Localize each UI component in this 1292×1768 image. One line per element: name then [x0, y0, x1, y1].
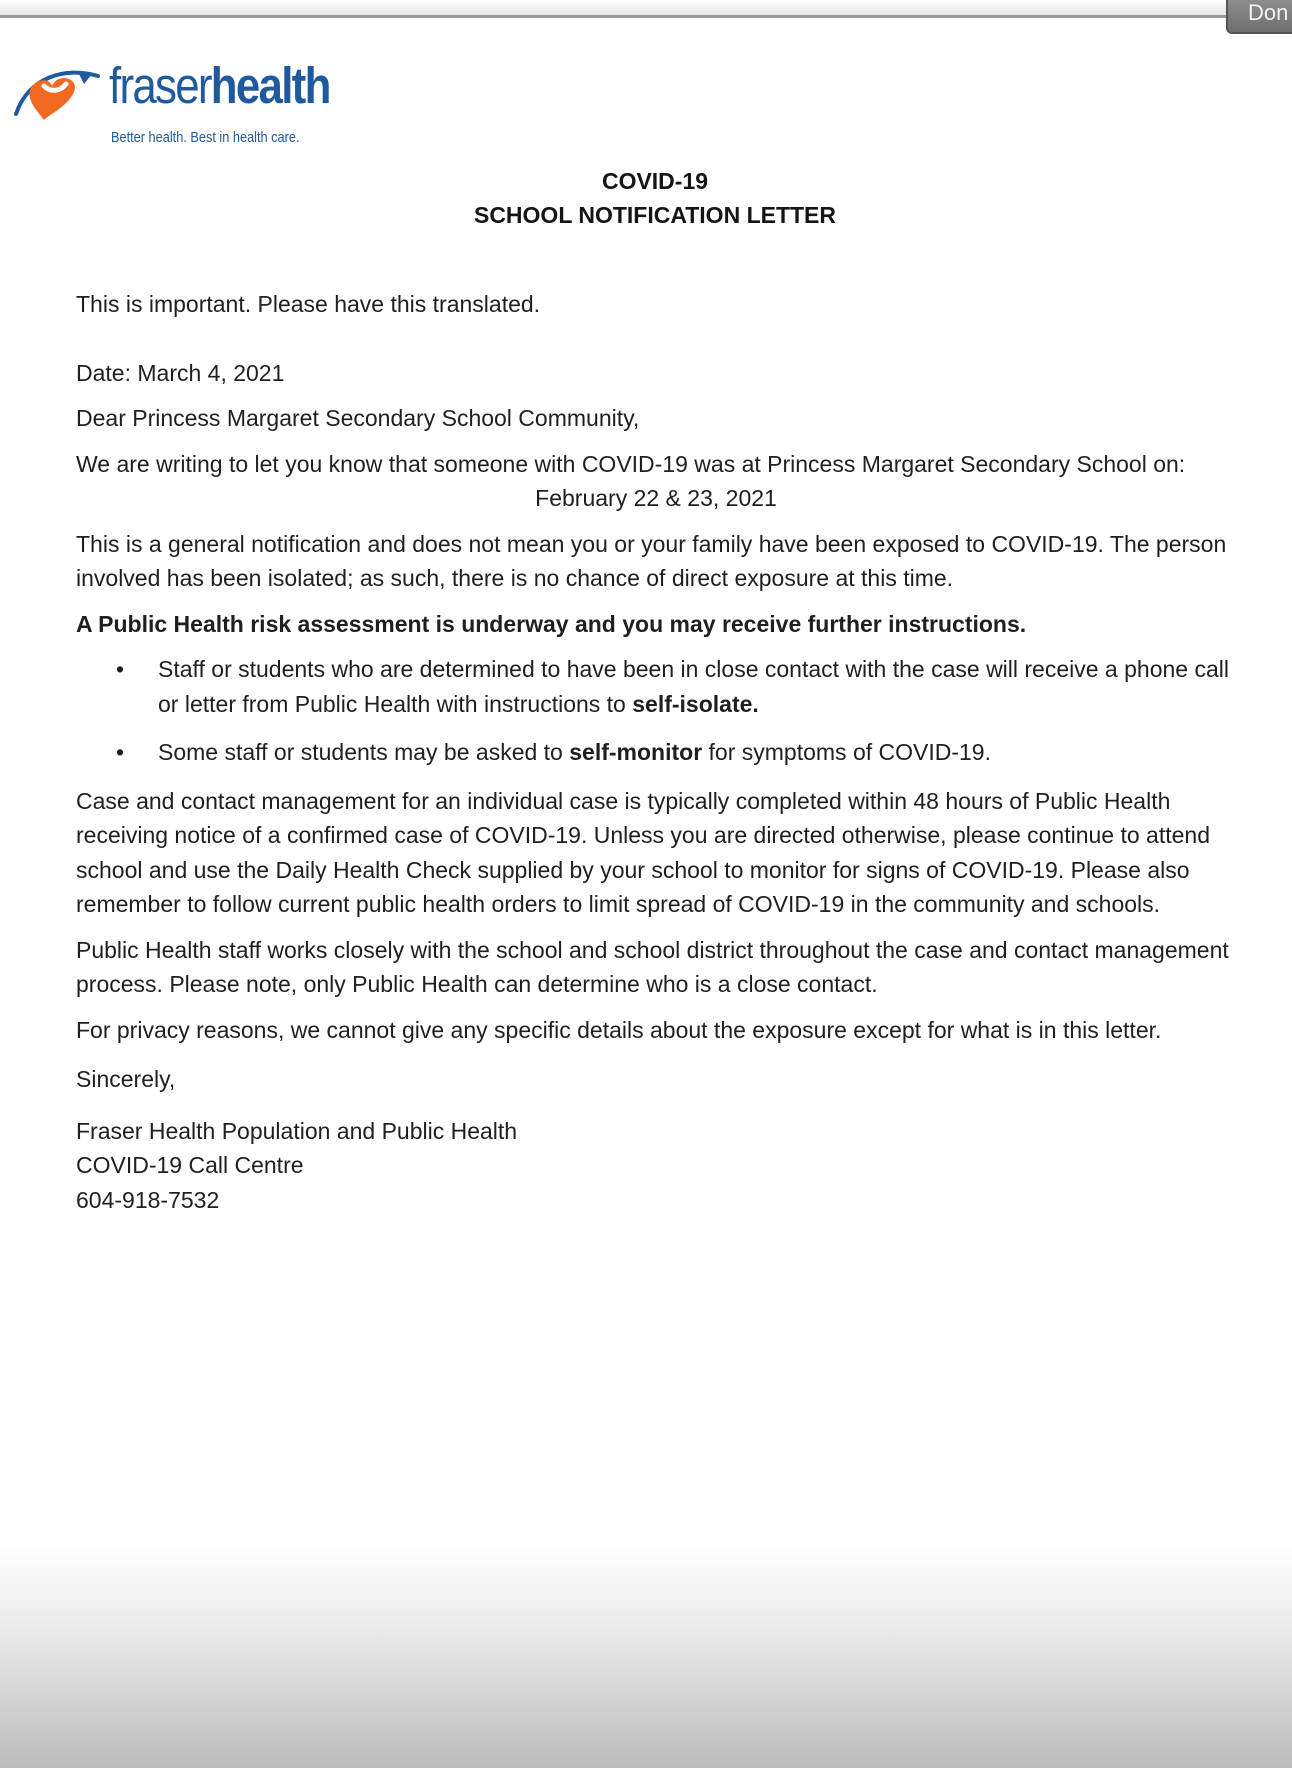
- letter-title-line-1: COVID-19: [601, 168, 709, 194]
- list-item-text: Some staff or students may be asked to: [158, 739, 570, 765]
- logo-tagline: Better health. Best in health care.: [111, 129, 300, 146]
- viewer-bottom-shade: [0, 1545, 1292, 1768]
- list-item: [76, 652, 1236, 721]
- letter-body: [76, 287, 1236, 1217]
- translate-notice: This is important. Please have this translated.: [76, 291, 541, 317]
- risk-assessment-heading: A Public Health risk assessment is underway and you may receive further instructions.: [76, 610, 1027, 637]
- list-item-emphasis: self-isolate.: [632, 690, 759, 717]
- letter-date: Date: March 4, 2021: [76, 359, 285, 386]
- privacy-note-paragraph: For privacy reasons, we cannot give any specific details about the exposure except for what is in this letter.: [76, 1016, 1162, 1043]
- closing: Sincerely,: [76, 1066, 176, 1092]
- signature-block: [76, 1114, 1236, 1218]
- greeting: Dear Princess Margaret Secondary School Community,: [76, 405, 640, 431]
- signature-phone: 604-918-7532: [76, 1186, 220, 1213]
- list-item-emphasis: self-monitor: [569, 739, 703, 765]
- intro-paragraph: We are writing to let you know that someone with COVID-19 was at Princess Margaret Secondary School on:: [76, 450, 1186, 477]
- general-notice-paragraph: This is a general notification and does not mean you or your family have been exposed to COVID-19. The person involved has been isolated; as such, there is no chance of direct exposure at this time.: [76, 530, 1227, 591]
- fraser-health-logo-mark-icon: [8, 62, 100, 126]
- done-button[interactable]: Don: [1226, 0, 1292, 34]
- logo-wordmark-light: fraser: [109, 57, 211, 114]
- logo-wordmark-bold: health: [210, 57, 330, 114]
- staff-note-paragraph: Public Health staff works closely with the school and school district throughout the case and contact management process. Please note, only Public Health can determine who is a close contact.: [76, 936, 1229, 997]
- letter-title-line-2: SCHOOL NOTIFICATION LETTER: [473, 202, 837, 228]
- list-item: [76, 735, 1236, 770]
- logo-wordmark: [109, 56, 330, 115]
- signature-dept: COVID-19 Call Centre: [76, 1152, 304, 1178]
- bullet-icon: •: [116, 656, 125, 682]
- list-item-text: Staff or students who are determined to have been in close contact with the case will receive a phone call or letter from Public Health with instructions to: [158, 656, 1229, 717]
- list-item-text-after: for symptoms of COVID-19.: [702, 739, 991, 765]
- instruction-list: [76, 652, 1236, 770]
- signature-org: Fraser Health Population and Public Health: [76, 1117, 518, 1144]
- case-management-paragraph: Case and contact management for an individual case is typically completed within 48 hours of Public Health receiving notice of a confirmed case of COVID-19. Unless you are directed otherwise, please continue to attend school and use the Daily Health Check supplied by your school to monitor for signs of COVID-19. Please also remember to follow current public health orders to limit spread of COVID-19 in the community and schools.: [76, 787, 1210, 917]
- viewer-top-bar: [0, 0, 1292, 18]
- fraser-health-logo: [8, 56, 338, 156]
- exposure-dates: February 22 & 23, 2021: [535, 485, 777, 511]
- bullet-icon: •: [116, 739, 125, 765]
